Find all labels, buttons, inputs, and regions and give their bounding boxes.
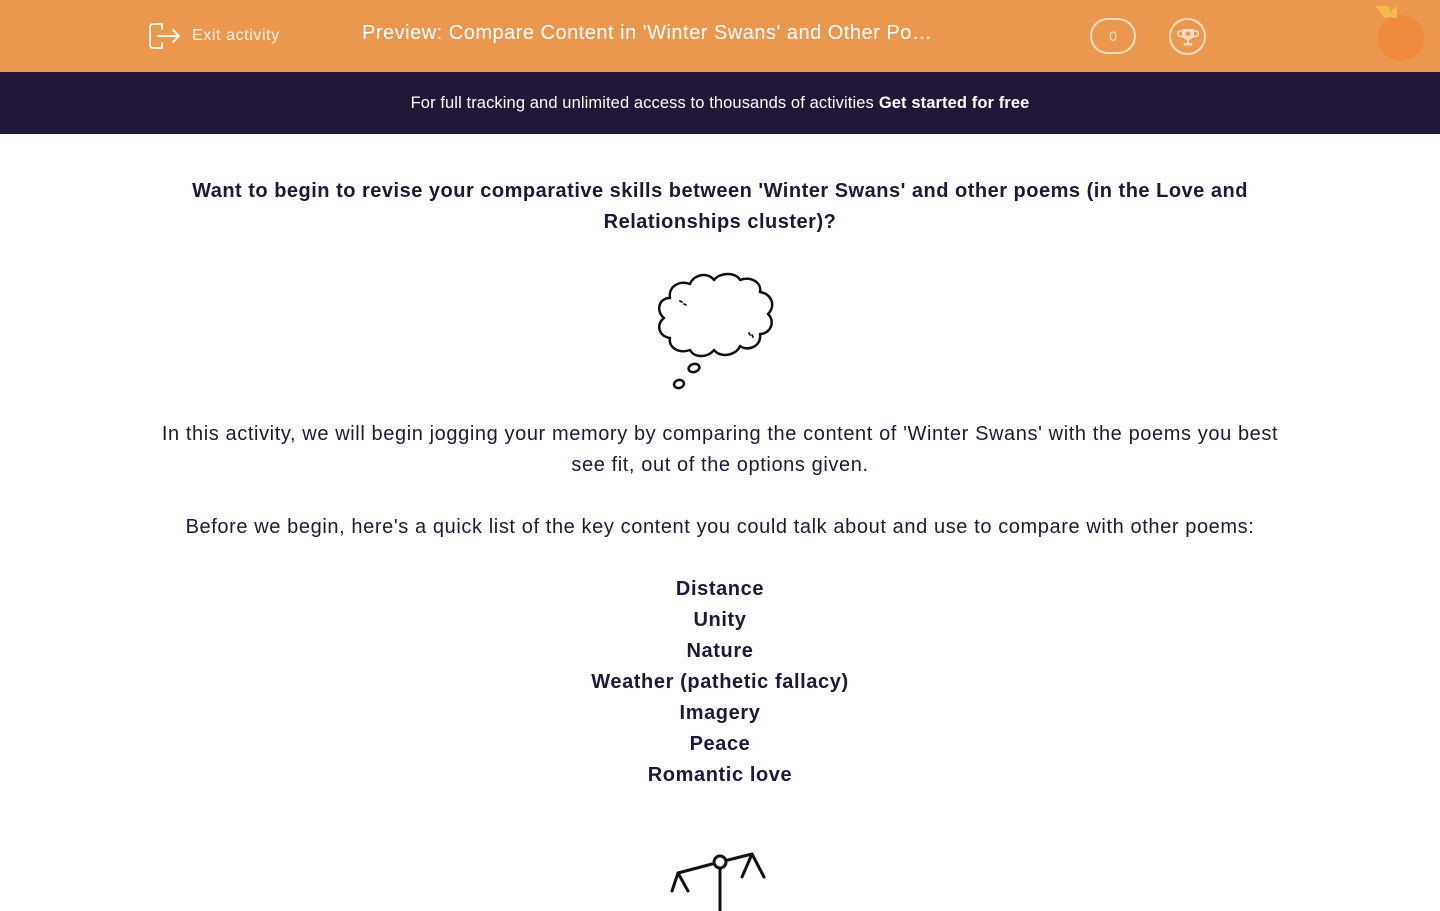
trophy-icon <box>1177 26 1199 48</box>
list-item: Romantic love <box>647 764 793 786</box>
banner-text: For full tracking and unlimited access to thousands of activities <box>410 93 874 112</box>
exit-icon <box>148 21 182 51</box>
list-item: Distance <box>675 578 765 600</box>
list-item: Weather (pathetic fallacy) <box>591 671 849 693</box>
list-item: Nature <box>686 640 754 662</box>
get-started-link[interactable]: Get started for free <box>878 93 1030 112</box>
key-content-list <box>150 574 1290 791</box>
score-badge <box>1090 18 1136 54</box>
logo-orange-icon <box>1372 4 1430 62</box>
activity-intro <box>150 176 1290 911</box>
list-item: Imagery <box>679 702 761 724</box>
exit-activity-button[interactable] <box>148 20 280 52</box>
signup-banner <box>0 72 1440 134</box>
balance-scales-icon <box>670 851 770 911</box>
intro-paragraph: In this activity, we will begin jogging your memory by comparing the content of 'Winter Swans' with the poems you best see fit, out of the options given. <box>161 423 1279 476</box>
key-content-intro: Before we begin, here's a quick list of the key content you could talk about and use to compare with other poems: <box>185 516 1255 538</box>
thought-bubble-icon <box>650 268 790 393</box>
trophy-button[interactable] <box>1169 18 1206 55</box>
intro-heading: Want to begin to revise your comparative skills between 'Winter Swans' and other poems (in the Love and Relationships cluster)? <box>192 180 1248 233</box>
list-item: Unity <box>693 609 747 631</box>
list-item: Peace <box>689 733 751 755</box>
top-bar <box>0 0 1440 72</box>
score-value: 0 <box>1109 28 1117 44</box>
activity-title: Preview: Compare Content in 'Winter Swans' and Other Po… <box>362 22 933 44</box>
exit-activity-label: Exit activity <box>192 27 280 44</box>
